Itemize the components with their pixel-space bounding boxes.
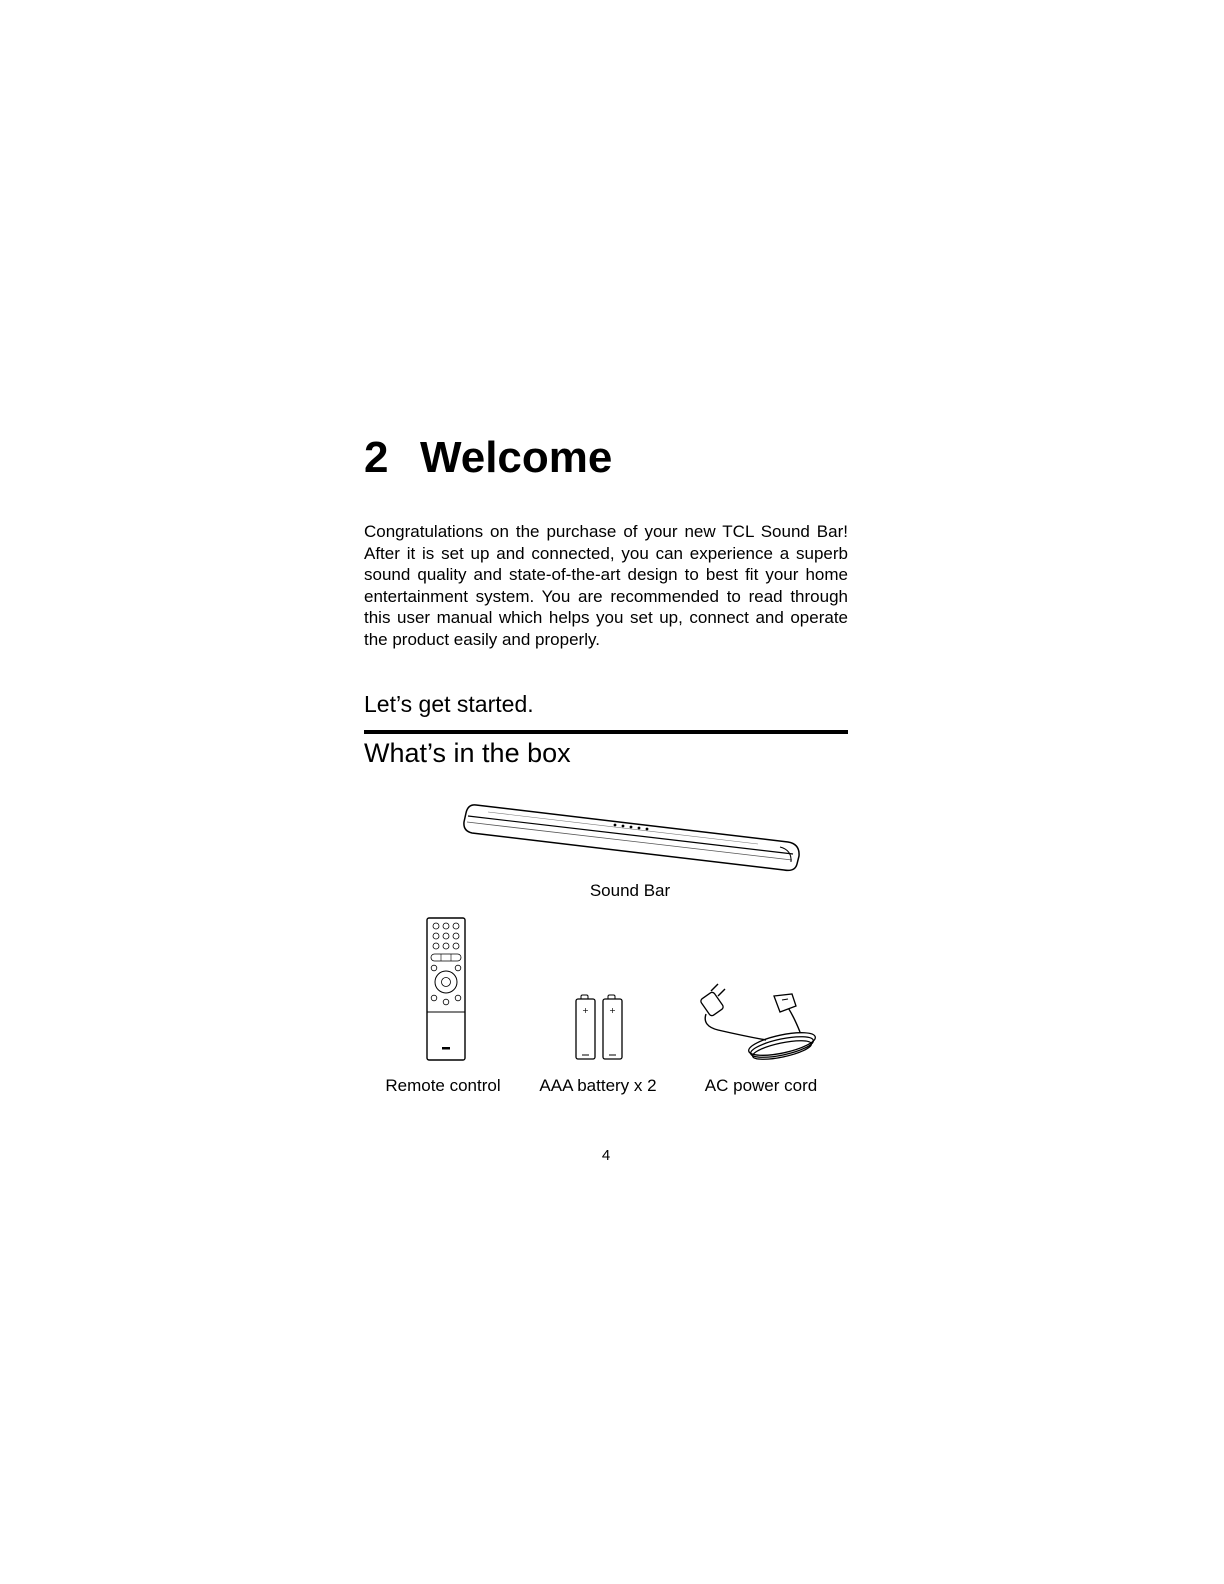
section-divider (364, 730, 848, 734)
power-cord-icon (696, 982, 826, 1064)
battery-icon (572, 993, 628, 1063)
intro-paragraph: Congratulations on the purchase of your new TCL Sound Bar! After it is set up and connected, you can experience a superb sound quality and state-of-the-art design to best fit your home entertainment system. You are recommended to read through this user manual which helps you set up, connect and operate the product easily and properly. (364, 522, 848, 649)
sound-bar-label: Sound Bar (589, 881, 671, 900)
sound-bar-icon (458, 800, 808, 876)
chapter-number: 2 (364, 433, 389, 482)
remote-control-icon (424, 916, 468, 1062)
remote-control-label: Remote control (385, 1076, 501, 1095)
svg-text:+: + (582, 1006, 589, 1015)
page-number: 4 (601, 1147, 611, 1164)
svg-text:+: + (609, 1006, 616, 1015)
chapter-title (364, 432, 612, 484)
power-cord-label: AC power cord (704, 1076, 818, 1095)
box-section-heading: What’s in the box (364, 738, 571, 768)
lets-get-started: Let’s get started. (364, 691, 534, 717)
battery-label: AAA battery x 2 (539, 1076, 657, 1095)
chapter-title-text: Welcome (420, 433, 613, 482)
